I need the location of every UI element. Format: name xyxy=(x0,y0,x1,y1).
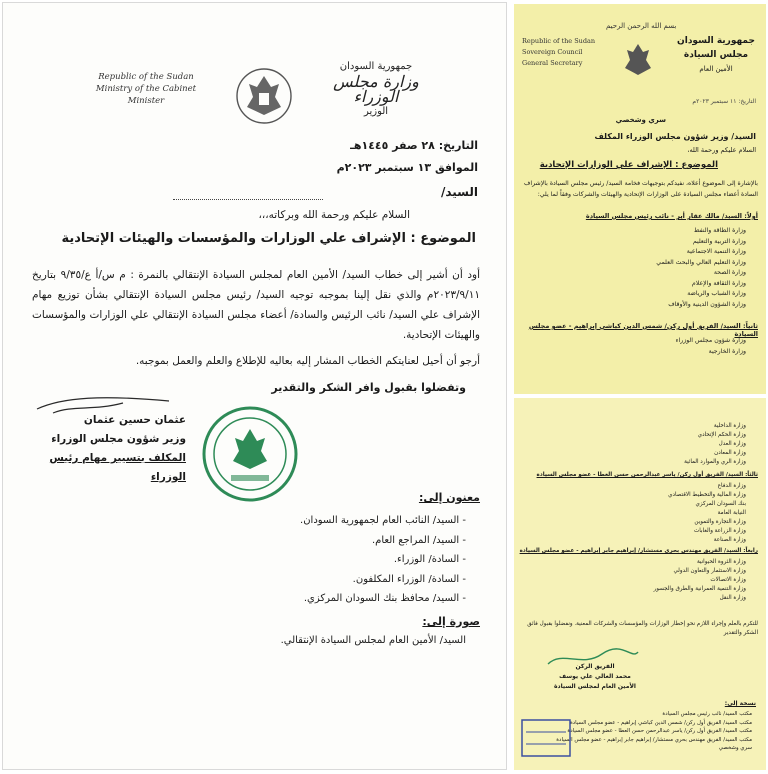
addressee: السيد/ وزير شؤون مجلس الوزراء المكلف xyxy=(594,132,756,141)
closing-paragraph: للتكرم بالعلم وإجراء اللازم نحو إخطار الوزارات والمؤسسات والشركات المعنية. ونفضلوا بقبول فائق الشكر والتقدير xyxy=(527,621,758,636)
section-heading: ثالثاً: السيد/ الفريق أول ركن/ ياسر عبدالرحمن حسن العطا - عضو مجلس السيادة xyxy=(536,472,758,478)
header-english: Republic of the Sudan Sovereign Council General Secretary xyxy=(522,37,596,67)
list-item: بنك السودان المركزي xyxy=(695,501,746,507)
cc-title: نسخة إلى: xyxy=(724,700,756,707)
request-line: أرجو أن أحيل لعنايتكم الخطاب المشار إليه بعاليه للإطلاع والعلم والعمل بموجبه. xyxy=(135,355,480,367)
basmala: بسم الله الرحمن الرحيم xyxy=(606,22,677,30)
list-item: وزارة العدل xyxy=(718,441,746,447)
greeting: السلام عليكم ورحمة الله وبركاته،،، xyxy=(258,209,410,221)
list-item: وزارة الصناعة xyxy=(713,537,746,543)
sudan-emblem-icon xyxy=(622,42,654,78)
ministry-list xyxy=(654,558,746,603)
list-item: وزارة التجارة والتموين xyxy=(694,519,746,525)
copy-line: السيد/ الأمين العام لمجلس السيادة الإنتقالي. xyxy=(280,635,466,646)
list-item: - السيد/ محافظ بنك السودان المركزي. xyxy=(300,589,466,609)
list-item: وزارة الداخلية xyxy=(713,423,746,429)
list-item: وزارة النقل xyxy=(719,595,746,601)
letter-body: أود أن أشير إلى خطاب السيد/ الأمين العام لمجلس السيادة الإنتقالي بالنمرة : م س/أ ع/٩/٣٥ بتاريخ ٢٠٢٣/٩/١١م والذي نقل إلينا بموجبه توجيه السيد/ رئيس مجلس السيادة الإنتقالي بشأن توزيع مهام الإشراف علي السيد/ نائب الرئيس والسادة/ أعضاء مجلس السيادة الإنتقالي علي الوزارات والمؤسسات والهيئات الإتحادية. xyxy=(32,269,480,341)
list-item: وزارة شؤون مجلس الوزراء xyxy=(675,337,746,344)
list-item: النيابة العامة xyxy=(717,510,746,516)
letter-date: التاريخ: ٢٨ صفر ١٤٤٥هـ الموافق ١٣ سبتمبر ٢٠٢٣م xyxy=(336,139,478,174)
confidential-label: سري وشخصي xyxy=(615,116,666,124)
sudan-emblem-icon xyxy=(235,67,293,125)
list-item: وزارة الخارجية xyxy=(708,347,746,355)
list-item: وزارة الدفاع xyxy=(717,483,746,489)
section-heading: رابعاً: السيد/ الفريق مهندس بحري مستشار/ إبراهيم جابر إبراهيم - عضو مجلس السيادة xyxy=(519,548,758,554)
list-item: وزارة الصحة xyxy=(713,269,746,276)
list-item: وزارة الاستثمار والتعاون الدولي xyxy=(673,568,746,574)
list-item: وزارة الثروة الحيوانية xyxy=(696,559,746,565)
ministry-list xyxy=(684,422,746,467)
list-item: مكتب السيد/ نائب رئيس مجلس السيادة xyxy=(662,711,752,717)
ministry-list xyxy=(656,226,746,310)
list-item: وزارة المعادن xyxy=(714,450,746,456)
cc-title: معنون إلى: xyxy=(418,491,480,504)
left-letter xyxy=(2,2,507,770)
list-item: وزارة التعليم العالي والبحث العلمي xyxy=(656,258,746,266)
addressee-line xyxy=(173,199,323,200)
list-item: مكتب السيد/ الفريق أول ركن/ ياسر عبدالرحمن حسن العطا - عضو مجلس السيادة xyxy=(567,728,752,735)
list-item: سري وشخصي xyxy=(718,745,752,752)
ministry-list xyxy=(668,482,746,545)
list-item: وزارة الزراعة والغابات xyxy=(694,528,746,534)
header-arabic: جمهورية السودان مجلس السيادة الأمين العام xyxy=(677,36,755,73)
list-item: وزارة الاتصالات xyxy=(710,577,746,583)
section-heading: أولاً: السيد/ مالك عقار أير - نائب رئيس مجلس السيادة xyxy=(585,212,758,220)
cc-list xyxy=(556,710,752,753)
copy-title: صورة إلى: xyxy=(422,615,480,628)
subject-line: الموضوع : الإشراف علي الوزارات الإتحادية xyxy=(539,160,718,170)
list-item: وزارة الحكم الإتحادي xyxy=(697,432,746,438)
list-item: مكتب السيد/ الفريق أول ركن/ شمس الدين كباشي إبراهيم - عضو مجلس السيادة xyxy=(569,719,752,726)
list-item: وزارة الثقافة والإعلام xyxy=(691,279,746,287)
list-item: - السادة/ الوزراء المكلفون. xyxy=(300,570,466,590)
section-heading: ثانياً: السيد/ الفريق أول ركن/ شمس الدين كباشي إبراهيم - عضو مجلس السيادة xyxy=(528,322,758,338)
signer-block: عثمان حسين عثمان وزير شؤون مجلس الوزراء المكلف بتسيير مهام رئيس الوزراء xyxy=(49,414,186,483)
letter-date: التاريخ: ١١ سبتمبر ٢٠٢٣م xyxy=(692,98,756,105)
list-item: وزارة التربية والتعليم xyxy=(692,237,746,245)
subject-line: الموضوع : الإشراف علي الوزارات والمؤسسات والهيئات الإتحادية xyxy=(61,231,476,246)
receipt-stamp xyxy=(520,718,572,758)
list-item: وزارة الري والموارد المائية xyxy=(684,459,746,465)
header-english: Republic of the Sudan Ministry of the Cabinet Minister xyxy=(95,72,197,106)
closing-line: وتفضلوا بقبول وافر الشكر والتقدير xyxy=(271,381,466,394)
list-item: وزارة المالية والتخطيط الاقتصادي xyxy=(668,492,746,498)
list-item: - السادة/ الوزراء. xyxy=(300,550,466,570)
greeting: السلام عليكم ورحمة الله، xyxy=(687,146,756,154)
list-item: وزارة التنمية الاجتماعية xyxy=(686,248,746,255)
list-item: وزارة الشباب والرياضة xyxy=(687,290,746,297)
ministry-list xyxy=(676,336,746,357)
list-item: - السيد/ المراجع العام. xyxy=(300,531,466,551)
sovereign-council-letter-page1 xyxy=(514,4,766,394)
letter-body: بالإشارة إلى الموضوع أعلاه، نفيدكم بتوجيهات فخامة السيد/ رئيس مجلس السيادة بالإشراف السادة أعضاء مجلس السيادة على الوزارات الإتحادية والهيئات والشركات وفقاً لما يلي: xyxy=(523,180,758,198)
sovereign-council-letter-page2 xyxy=(514,398,766,770)
list-item: وزارة الطاقة والنفط xyxy=(693,227,746,234)
addressee: السيد/ xyxy=(440,185,478,199)
signer-block: الفريق الركن محمد الغالي علي يوسف الأمين العام لمجلس السيادة xyxy=(554,663,636,690)
cc-list xyxy=(300,511,466,609)
official-stamp xyxy=(201,405,299,503)
list-item: وزارة التنمية العمرانية والطرق والجسور xyxy=(653,586,746,592)
list-item: - السيد/ النائب العام لجمهورية السودان. xyxy=(300,511,466,531)
list-item: وزارة الشؤون الدينية والأوقاف xyxy=(668,300,746,308)
list-item: مكتب السيد/ الفريق مهندس بحري مستشار/ إبراهيم جابر إبراهيم - عضو مجلس السيادة xyxy=(556,736,752,743)
header-arabic: جمهورية السودان وزارة مجلس الوزراء الوزير xyxy=(333,61,419,117)
